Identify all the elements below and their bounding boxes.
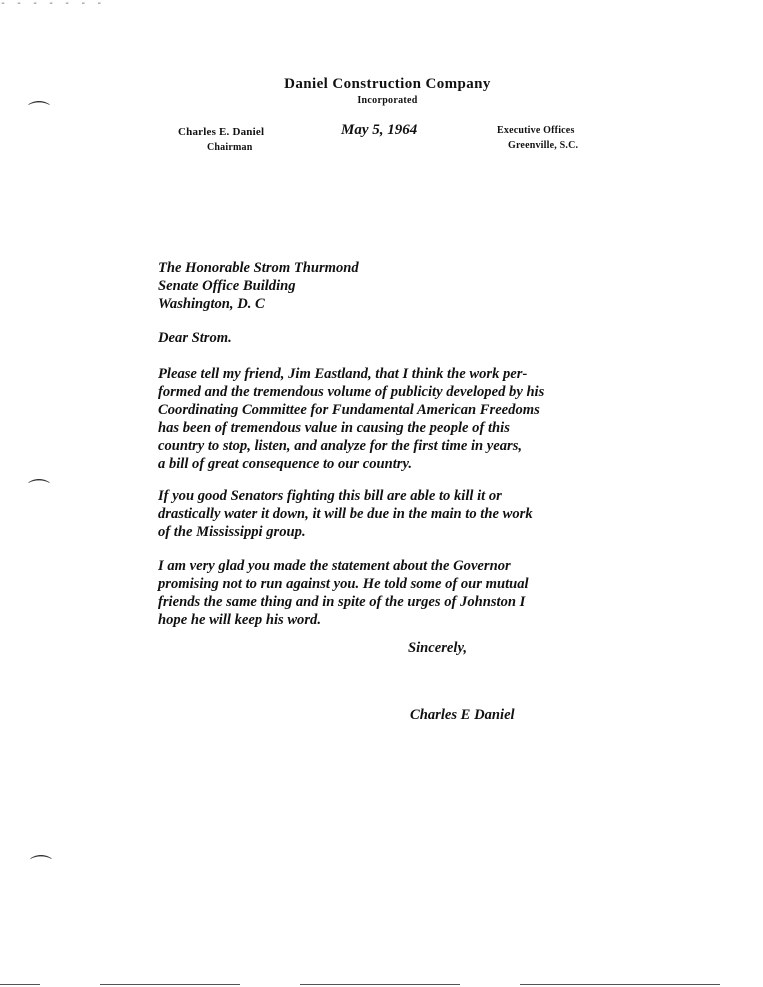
offices-city: Greenville, S.C. [508, 140, 579, 151]
letter-date: May 5, 1964 [341, 122, 418, 138]
company-incorporated: Incorporated [357, 95, 418, 106]
bottom-edge-rule [0, 984, 40, 985]
salutation: Dear Strom. [158, 330, 232, 346]
bottom-edge-rule [520, 984, 720, 985]
punch-mark-icon: ⌒ [30, 855, 53, 880]
paragraph-1-line: a bill of great consequence to our country. [158, 456, 413, 472]
punch-mark-icon: ⌒ [28, 479, 51, 504]
paragraph-3-line: hope he will keep his word. [158, 612, 321, 628]
recipient-line-1: The Honorable Strom Thurmond [158, 260, 359, 276]
recipient-line-2: Senate Office Building [158, 278, 296, 294]
paragraph-2-line: If you good Senators fighting this bill are able to kill it or [158, 488, 502, 504]
paragraph-1-line: Coordinating Committee for Fundamental American Freedoms [158, 402, 540, 418]
company-name: Daniel Construction Company [284, 76, 491, 92]
paragraph-1-line: formed and the tremendous volume of publicity developed by his [158, 384, 545, 400]
paragraph-1-line: country to stop, listen, and analyze for the first time in years, [158, 438, 523, 454]
offices-label: Executive Offices [497, 125, 575, 136]
paragraph-3-line: promising not to run against you. He told some of our mutual [158, 576, 529, 592]
paragraph-1-line: has been of tremendous value in causing the people of this [158, 420, 510, 436]
bottom-edge-rule [300, 984, 460, 985]
signature: Charles E Daniel [410, 707, 515, 723]
chairman-name: Charles E. Daniel [178, 126, 265, 138]
paragraph-1-line: Please tell my friend, Jim Eastland, that I think the work per- [158, 366, 528, 382]
recipient-line-3: Washington, D. C [158, 296, 265, 312]
closing: Sincerely, [408, 640, 468, 656]
punch-mark-icon: ⌒ [28, 101, 51, 126]
paragraph-2-line: of the Mississippi group. [158, 524, 306, 540]
bottom-edge-rule [100, 984, 240, 985]
paragraph-2-line: drastically water it down, it will be due in the main to the work [158, 506, 533, 522]
chairman-title: Chairman [207, 142, 253, 153]
paragraph-3-line: I am very glad you made the statement about the Governor [158, 558, 511, 574]
top-edge-marks: - - - - - - - [0, 0, 105, 9]
paragraph-3-line: friends the same thing and in spite of the urges of Johnston I [158, 594, 526, 610]
